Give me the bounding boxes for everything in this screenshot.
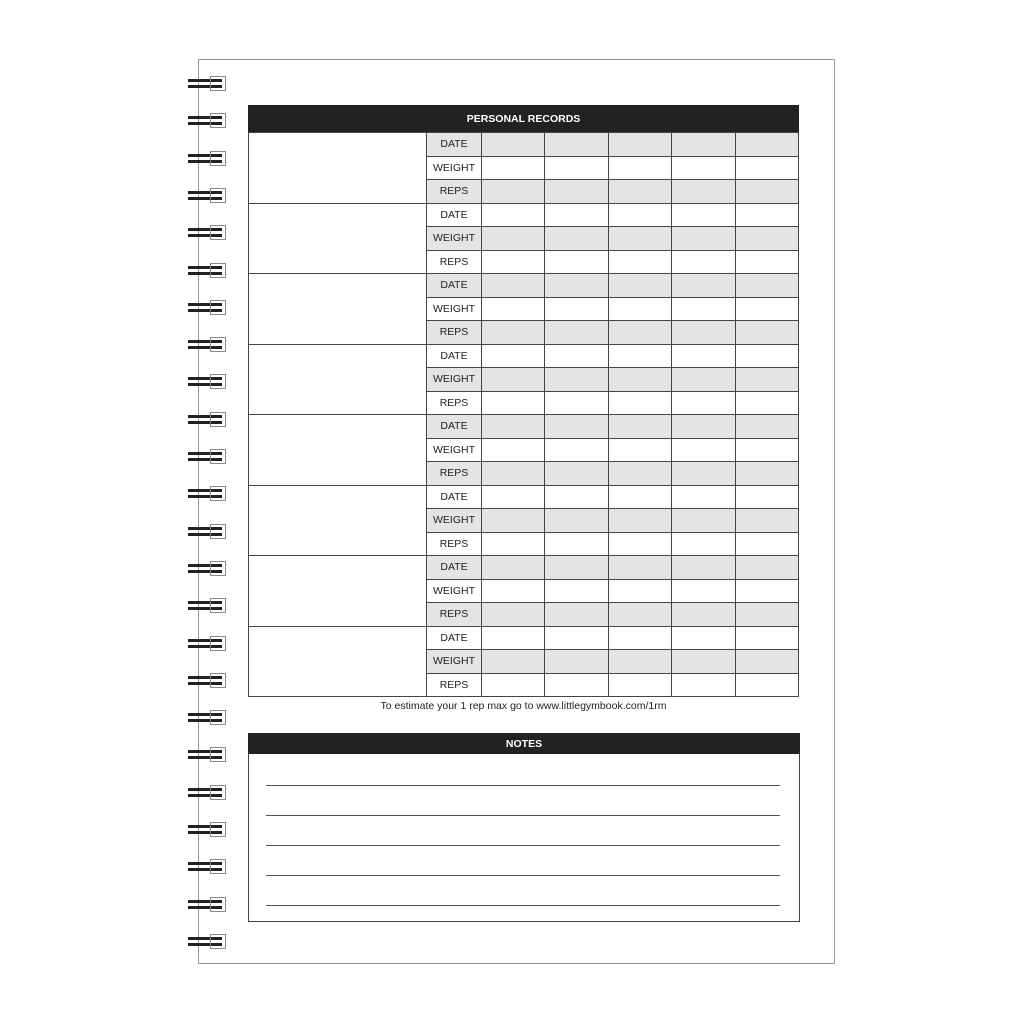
record-value-cell[interactable] [735, 673, 798, 697]
spiral-ring [188, 561, 228, 577]
record-value-cell[interactable] [482, 391, 545, 415]
spiral-ring [188, 673, 228, 689]
notes-line[interactable] [266, 785, 780, 786]
record-value-cell[interactable] [672, 274, 735, 298]
record-value-cell[interactable] [482, 509, 545, 533]
record-value-cell[interactable] [608, 227, 671, 251]
notes-line[interactable] [266, 815, 780, 816]
record-value-cell[interactable] [608, 344, 671, 368]
record-row [249, 133, 799, 157]
record-value-cell[interactable] [735, 321, 798, 345]
record-value-cell[interactable] [608, 509, 671, 533]
record-value-cell[interactable] [545, 438, 608, 462]
spiral-ring [188, 785, 228, 801]
record-value-cell[interactable] [735, 297, 798, 321]
spiral-ring [188, 822, 228, 838]
record-value-cell[interactable] [608, 391, 671, 415]
record-value-cell[interactable] [482, 180, 545, 204]
record-value-cell[interactable] [545, 673, 608, 697]
record-value-cell[interactable] [672, 650, 735, 674]
record-value-cell[interactable] [545, 274, 608, 298]
record-value-cell[interactable] [735, 532, 798, 556]
record-value-cell[interactable] [608, 650, 671, 674]
row-label: REPS [427, 462, 482, 486]
record-value-cell[interactable] [482, 650, 545, 674]
record-value-cell[interactable] [482, 556, 545, 580]
spiral-ring [188, 412, 228, 428]
record-value-cell[interactable] [672, 344, 735, 368]
record-value-cell[interactable] [735, 626, 798, 650]
record-value-cell[interactable] [482, 579, 545, 603]
record-value-cell[interactable] [672, 297, 735, 321]
spiral-ring [188, 598, 228, 614]
record-value-cell[interactable] [608, 485, 671, 509]
record-value-cell[interactable] [545, 462, 608, 486]
row-label: DATE [427, 485, 482, 509]
record-value-cell[interactable] [672, 391, 735, 415]
record-value-cell[interactable] [482, 532, 545, 556]
record-value-cell[interactable] [672, 415, 735, 439]
record-value-cell[interactable] [545, 368, 608, 392]
record-value-cell[interactable] [545, 344, 608, 368]
record-value-cell[interactable] [545, 321, 608, 345]
record-value-cell[interactable] [482, 462, 545, 486]
row-label: DATE [427, 133, 482, 157]
record-value-cell[interactable] [672, 156, 735, 180]
record-value-cell[interactable] [608, 579, 671, 603]
record-value-cell[interactable] [735, 368, 798, 392]
record-value-cell[interactable] [672, 180, 735, 204]
record-value-cell[interactable] [545, 579, 608, 603]
row-label: REPS [427, 321, 482, 345]
record-value-cell[interactable] [482, 321, 545, 345]
record-value-cell[interactable] [608, 532, 671, 556]
record-value-cell[interactable] [672, 532, 735, 556]
record-value-cell[interactable] [545, 485, 608, 509]
row-label: WEIGHT [427, 579, 482, 603]
spiral-ring [188, 263, 228, 279]
record-value-cell[interactable] [545, 509, 608, 533]
record-value-cell[interactable] [545, 532, 608, 556]
record-value-cell[interactable] [545, 180, 608, 204]
notes-line[interactable] [266, 875, 780, 876]
record-value-cell[interactable] [672, 462, 735, 486]
spiral-ring [188, 747, 228, 763]
record-value-cell[interactable] [545, 227, 608, 251]
spiral-ring [188, 300, 228, 316]
record-value-cell[interactable] [545, 156, 608, 180]
record-value-cell[interactable] [672, 321, 735, 345]
record-value-cell[interactable] [482, 133, 545, 157]
record-value-cell[interactable] [608, 321, 671, 345]
record-row [249, 274, 799, 298]
row-label: DATE [427, 556, 482, 580]
record-value-cell[interactable] [672, 250, 735, 274]
record-value-cell[interactable] [545, 391, 608, 415]
one-rep-max-footnote: To estimate your 1 rep max go to www.littlegymbook.com/1rm [380, 700, 667, 712]
row-label: WEIGHT [427, 509, 482, 533]
notes-line[interactable] [266, 845, 780, 846]
spiral-ring [188, 151, 228, 167]
record-value-cell[interactable] [545, 133, 608, 157]
record-value-cell[interactable] [482, 274, 545, 298]
row-label: DATE [427, 203, 482, 227]
spiral-ring [188, 486, 228, 502]
record-value-cell[interactable] [482, 673, 545, 697]
record-value-cell[interactable] [672, 579, 735, 603]
exercise-name-cell[interactable] [249, 344, 427, 415]
record-value-cell[interactable] [482, 203, 545, 227]
record-value-cell[interactable] [672, 438, 735, 462]
row-label: WEIGHT [427, 368, 482, 392]
record-row [249, 415, 799, 439]
record-value-cell[interactable] [545, 650, 608, 674]
record-value-cell[interactable] [672, 368, 735, 392]
record-value-cell[interactable] [672, 509, 735, 533]
record-value-cell[interactable] [608, 133, 671, 157]
record-value-cell[interactable] [735, 415, 798, 439]
record-value-cell[interactable] [608, 556, 671, 580]
record-value-cell[interactable] [608, 603, 671, 627]
record-row [249, 626, 799, 650]
record-value-cell[interactable] [482, 227, 545, 251]
record-value-cell[interactable] [735, 227, 798, 251]
record-value-cell[interactable] [735, 180, 798, 204]
record-value-cell[interactable] [608, 203, 671, 227]
record-value-cell[interactable] [482, 156, 545, 180]
spiral-ring [188, 524, 228, 540]
exercise-name-cell[interactable] [249, 274, 427, 345]
record-value-cell[interactable] [735, 133, 798, 157]
personal-records-table [248, 132, 799, 697]
spiral-ring [188, 76, 228, 92]
record-value-cell[interactable] [735, 650, 798, 674]
row-label: REPS [427, 391, 482, 415]
spiral-ring [188, 188, 228, 204]
personal-records-header: PERSONAL RECORDS [248, 105, 799, 132]
record-value-cell[interactable] [608, 438, 671, 462]
record-value-cell[interactable] [672, 626, 735, 650]
row-label: WEIGHT [427, 156, 482, 180]
row-label: WEIGHT [427, 297, 482, 321]
record-value-cell[interactable] [608, 297, 671, 321]
row-label: REPS [427, 180, 482, 204]
record-value-cell[interactable] [672, 133, 735, 157]
spiral-ring [188, 636, 228, 652]
record-value-cell[interactable] [608, 250, 671, 274]
record-value-cell[interactable] [672, 227, 735, 251]
spiral-ring [188, 859, 228, 875]
record-value-cell[interactable] [608, 626, 671, 650]
spiral-ring [188, 934, 228, 950]
notes-section [248, 733, 800, 922]
row-label: REPS [427, 250, 482, 274]
record-value-cell[interactable] [735, 509, 798, 533]
personal-records-section [248, 105, 799, 697]
record-value-cell[interactable] [735, 556, 798, 580]
record-value-cell[interactable] [735, 579, 798, 603]
record-value-cell[interactable] [608, 156, 671, 180]
record-value-cell[interactable] [545, 203, 608, 227]
record-value-cell[interactable] [545, 297, 608, 321]
notes-header: NOTES [248, 733, 800, 754]
record-value-cell[interactable] [672, 673, 735, 697]
spiral-ring [188, 337, 228, 353]
record-value-cell[interactable] [735, 485, 798, 509]
row-label: DATE [427, 415, 482, 439]
record-value-cell[interactable] [482, 485, 545, 509]
record-value-cell[interactable] [672, 603, 735, 627]
record-row [249, 556, 799, 580]
record-value-cell[interactable] [545, 250, 608, 274]
exercise-name-cell[interactable] [249, 203, 427, 274]
record-value-cell[interactable] [608, 462, 671, 486]
row-label: WEIGHT [427, 650, 482, 674]
record-value-cell[interactable] [608, 180, 671, 204]
record-value-cell[interactable] [545, 415, 608, 439]
record-value-cell[interactable] [735, 391, 798, 415]
row-label: DATE [427, 344, 482, 368]
record-value-cell[interactable] [482, 626, 545, 650]
record-value-cell[interactable] [608, 415, 671, 439]
exercise-name-cell[interactable] [249, 133, 427, 204]
spiral-ring [188, 225, 228, 241]
record-value-cell[interactable] [735, 203, 798, 227]
record-value-cell[interactable] [482, 368, 545, 392]
record-value-cell[interactable] [672, 203, 735, 227]
record-value-cell[interactable] [482, 415, 545, 439]
row-label: DATE [427, 274, 482, 298]
exercise-name-cell[interactable] [249, 485, 427, 556]
record-value-cell[interactable] [735, 344, 798, 368]
row-label: WEIGHT [427, 438, 482, 462]
exercise-name-cell[interactable] [249, 415, 427, 486]
record-value-cell[interactable] [735, 274, 798, 298]
exercise-name-cell[interactable] [249, 626, 427, 697]
spiral-ring [188, 897, 228, 913]
record-value-cell[interactable] [608, 274, 671, 298]
row-label: REPS [427, 673, 482, 697]
record-row [249, 344, 799, 368]
record-value-cell[interactable] [735, 462, 798, 486]
spiral-ring [188, 374, 228, 390]
record-value-cell[interactable] [482, 438, 545, 462]
record-value-cell[interactable] [735, 438, 798, 462]
exercise-name-cell[interactable] [249, 556, 427, 627]
row-label: REPS [427, 603, 482, 627]
record-value-cell[interactable] [545, 603, 608, 627]
record-value-cell[interactable] [672, 556, 735, 580]
record-value-cell[interactable] [482, 297, 545, 321]
record-row [249, 485, 799, 509]
record-row [249, 203, 799, 227]
notes-line[interactable] [266, 905, 780, 906]
row-label: DATE [427, 626, 482, 650]
record-value-cell[interactable] [545, 556, 608, 580]
row-label: REPS [427, 532, 482, 556]
record-value-cell[interactable] [735, 250, 798, 274]
row-label: WEIGHT [427, 227, 482, 251]
record-value-cell[interactable] [608, 673, 671, 697]
record-value-cell[interactable] [545, 626, 608, 650]
record-value-cell[interactable] [735, 603, 798, 627]
record-value-cell[interactable] [672, 485, 735, 509]
spiral-ring [188, 710, 228, 726]
spiral-ring [188, 113, 228, 129]
record-value-cell[interactable] [482, 344, 545, 368]
record-value-cell[interactable] [482, 603, 545, 627]
spiral-ring [188, 449, 228, 465]
record-value-cell[interactable] [608, 368, 671, 392]
record-value-cell[interactable] [735, 156, 798, 180]
record-value-cell[interactable] [482, 250, 545, 274]
